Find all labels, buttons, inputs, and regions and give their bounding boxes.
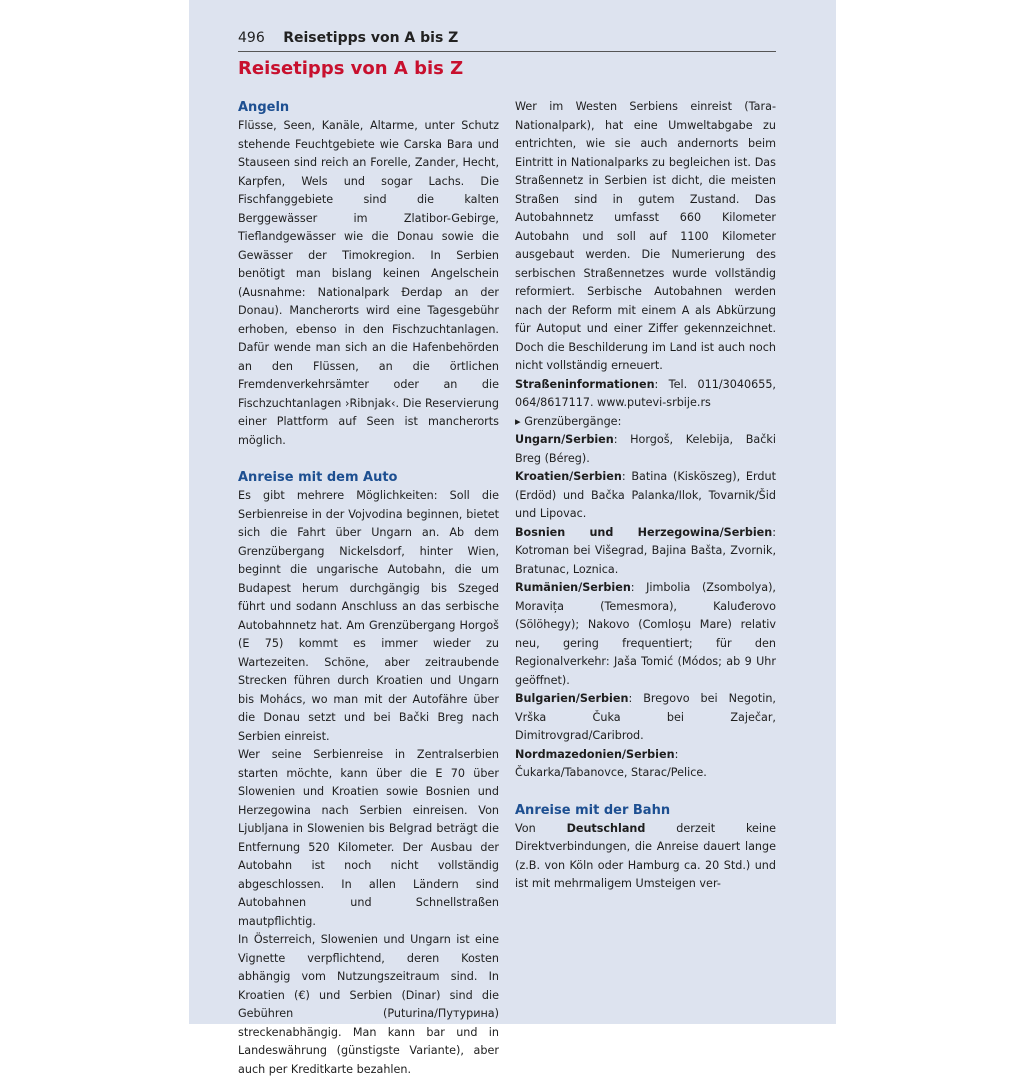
auto-paragraph-3: In Österreich, Slowenien und Ungarn ist eine Vignette verpflichtend, deren Kosten abhängig vom Nutzungszeitraum sind. In Kroatien (€) und Serbien (Dinar) sind die Gebühren (Puturina/Путурина) streckenabhängig. Man kann bar und in Landeswährung (günstigste Variante), aber auch per Kreditkarte bezahlen. (238, 933, 499, 1076)
bahn-text: derzeit keine Direktverbindungen, die Anreise dauert lange (z.B. von Köln oder Hamburg ca. 20 Std.) und ist mit mehrmaligem Umsteigen ver- (515, 821, 776, 890)
road-info-text: : Tel. 011/3040655, 064/8617117. www.putevi-srbije.rs (515, 377, 776, 409)
crossing-text: : Jimbolia (Zsombolya), Moravița (Temesmora), Kaluđerovo (Sölöhegy); Nakovo (Comloșu Mare) relativ neu, gering frequentiert; für den Regionalverkehr: Jaša Tomić (Módos; ab 9 Uhr geöffnet). (515, 581, 776, 687)
crossing-label: Ungarn/Serbien (515, 433, 614, 446)
crossing-label: Rumänien/Serbien (515, 581, 631, 594)
crossing-label: Bulgarien/Serbien (515, 692, 629, 705)
crossing-item (515, 524, 776, 580)
crossing-item (515, 690, 776, 746)
section-heading-bahn: Anreise mit der Bahn (515, 802, 671, 818)
running-title: Reisetipps von A bis Z (283, 30, 459, 46)
crossing-text: : Batina (Kisköszeg), Erdut (Erdöd) und Bačka Palanka/Ilok, Tovarnik/Šid und Lipovac. (515, 470, 776, 520)
left-column (238, 98, 499, 1079)
crossing-item (515, 468, 776, 524)
section-heading-auto: Anreise mit dem Auto (238, 470, 398, 485)
page-number: 496 (238, 30, 265, 46)
auto-paragraph-2: Wer seine Serbienreise in Zentralserbien starten möchte, kann über die E 70 über Slowenien und Kroatien sowie Bosnien und Herzegowina nach Serbien einreisen. Von Ljubljana in Slowenien bis Belgrad beträgt die Entfernung 520 Kilometer. Der Ausbau der Autobahn ist noch nicht vollständig abgeschlossen. In allen Ländern sind Autobahnen und Schnellstraßen mautpflichtig. (238, 748, 499, 928)
angeln-paragraph: Flüsse, Seen, Kanäle, Altarme, unter Schutz stehende Feuchtgebiete wie Carska Bara und Stauseen sind reich an Forelle, Zander, Hecht, Karpfen, Wels und sogar Lachs. Die Fischfanggebiete sind die kalten Berggewässer im Zlatibor-Gebirge, Tieflandgewässer wie die Donau sowie die Gewässer der Timokregion. In Serbien benötigt man bislang keinen Angelschein (Ausnahme: Nationalpark Đerdap an der Donau). Mancherorts wird eine Tagesgebühr erhoben, ebenso in den Fischzuchtanlagen. Dafür wende man sich an die Hafenbehörden an den Flüssen, an die örtlichen Fremdenverkehrsämter oder an die Fischzuchtanlagen ›Ribnjak‹. Die Reservierung einer Plattform auf Seen ist mancherorts möglich. (238, 119, 499, 447)
auto-paragraph-1: Es gibt mehrere Möglichkeiten: Soll die Serbienreise in der Vojvodina beginnen, bietet sich die Fahrt über Ungarn an. Ab dem Grenzübergang Nickelsdorf, hinter Wien, beginnt die ungarische Autobahn, die um Budapest herum durchgängig bis Szeged führt und sodann Anschluss an das serbische Autobahnnetz hat. Am Grenzübergang Horgoš (E 75) kommt es immer wieder zu Wartezeiten. Schöne, aber zeitraubende Strecken führen durch Kroatien und Ungarn bis Mohács, wo man mit der Autofähre über die Donau setzt und bei Bački Breg nach Serbien einreist. (238, 489, 499, 743)
bahn-paragraph (515, 820, 776, 894)
bahn-lead: Von (515, 821, 567, 835)
crossing-text: : Čukarka/Tabanovce, Starac/Pelice. (515, 747, 707, 779)
bahn-bold: Deutschland (566, 821, 646, 835)
auto-paragraph-4: Wer im Westen Serbiens einreist (Tara-Nationalpark), hat eine Umweltabgabe zu entrichten, wie sie auch andernorts beim Eintritt in Nationalparks zu begleichen ist. Das Straßennetz in Serbien ist dicht, die meisten Straßen sind in gutem Zustand. Das Autobahnnetz umfasst 660 Kilometer Autobahn und soll auf 1100 Kilometer ausgebaut werden. Die Numerierung des serbischen Straßennetzes wurde vollständig reformiert. Serbische Autobahnen werden nach der Reform mit einem A als Abkürzung für Autoput und einer Ziffer gekennzeichnet. Doch die Beschilderung im Land ist auch noch nicht vollständig erneuert. (515, 100, 776, 372)
section-heading-angeln: Angeln (238, 100, 290, 115)
arrow-right-icon: ▸ (515, 414, 521, 428)
border-intro (515, 413, 776, 432)
crossing-text: : Horgoš, Kelebija, Bački Breg (Béreg). (515, 433, 776, 465)
crossing-label: Nordmazedonien/Serbien (515, 747, 675, 761)
crossing-item (515, 431, 776, 468)
page-title: Reisetipps von A bis Z (238, 58, 464, 79)
crossing-text: : Kotroman bei Višegrad, Bajina Bašta, Zvornik, Bratunac, Loznica. (515, 525, 776, 576)
crossing-item (515, 579, 776, 690)
right-column (515, 98, 776, 894)
crossing-text: : Bregovo bei Negotin, Vrška Čuka bei Zaječar, Dimitrovgrad/Caribrod. (515, 692, 776, 742)
crossing-label: Bosnien und Herzegowina/Serbien (515, 525, 773, 539)
road-info-label: Straßeninformationen (515, 377, 655, 391)
road-info (515, 376, 776, 413)
running-head (238, 30, 776, 52)
crossing-label: Kroatien/Serbien (515, 470, 622, 483)
border-intro-text: Grenzübergänge: (524, 414, 622, 428)
crossing-item (515, 746, 776, 783)
